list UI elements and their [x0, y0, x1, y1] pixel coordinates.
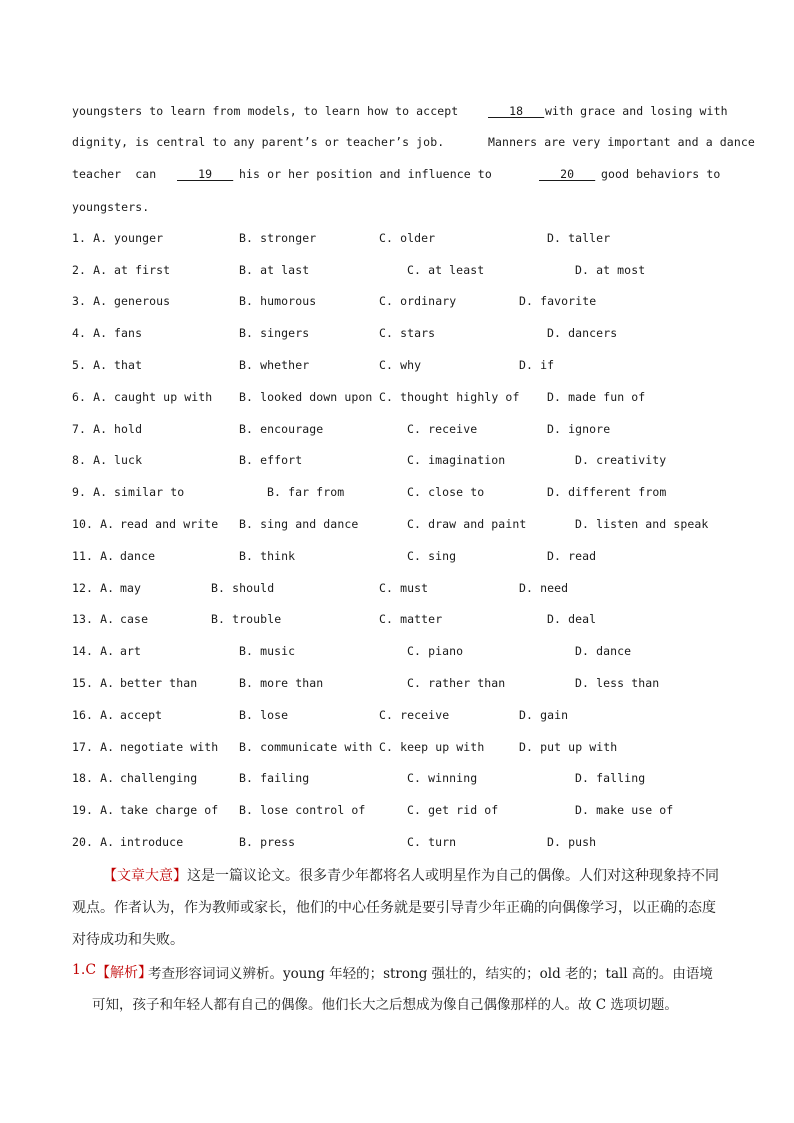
option-c: C. winning [407, 771, 478, 785]
option-a: may [120, 581, 142, 595]
option-d: D. favorite [519, 294, 597, 308]
option-c: C. close to [407, 485, 485, 499]
question-row [72, 485, 732, 505]
question-row [72, 294, 732, 314]
option-d: D. at most [575, 263, 646, 277]
question-number: 12. A. [72, 581, 115, 595]
option-a: caught up with [114, 390, 213, 404]
option-d: D. need [519, 581, 569, 595]
option-a: case [120, 612, 149, 626]
option-b: B. singers [239, 326, 310, 340]
option-d: D. less than [575, 676, 660, 690]
passage-line-2: dignity, is central to any parent’s or teacher’s job. [72, 135, 445, 149]
option-b: B. music [239, 644, 296, 658]
question-row [72, 517, 732, 537]
option-b: B. looked down upon [239, 390, 373, 404]
question-row [72, 803, 732, 823]
question-row [72, 231, 732, 251]
option-c: C. draw and paint [407, 517, 527, 531]
question-row [72, 644, 732, 664]
option-a: younger [114, 231, 164, 245]
question-row [72, 740, 732, 760]
blank-18: 18 [488, 104, 545, 118]
option-b: B. far from [267, 485, 345, 499]
passage-line-2-end: Manners are very important and a dance [488, 135, 755, 149]
question-number: 3. A. [72, 294, 108, 308]
question-row [72, 390, 732, 410]
option-c: C. receive [379, 708, 450, 722]
question-row [72, 581, 732, 601]
option-c: C. thought highly of [379, 390, 520, 404]
option-d: D. gain [519, 708, 569, 722]
question-number: 8. A. [72, 453, 108, 467]
question-row [72, 326, 732, 346]
option-a: take charge of [120, 803, 219, 817]
question-number: 16. A. [72, 708, 115, 722]
option-d: D. deal [547, 612, 597, 626]
question-row [72, 612, 732, 632]
option-b: B. lose control of [239, 803, 366, 817]
option-c: C. sing [407, 549, 457, 563]
question-number: 7. A. [72, 422, 108, 436]
option-d: D. different from [547, 485, 667, 499]
option-c: C. imagination [407, 453, 506, 467]
option-b: B. whether [239, 358, 310, 372]
question-row [72, 676, 732, 696]
option-c: C. get rid of [407, 803, 499, 817]
question-number: 15. A. [72, 676, 115, 690]
option-b: B. press [239, 835, 296, 849]
option-a: read and write [120, 517, 219, 531]
option-a: luck [114, 453, 143, 467]
option-b: B. think [239, 549, 296, 563]
question-number: 14. A. [72, 644, 115, 658]
passage-line-1-end: with grace and losing with [545, 104, 728, 118]
option-b: B. failing [239, 771, 310, 785]
option-a: dance [120, 549, 156, 563]
option-c: C. keep up with [379, 740, 485, 754]
option-a: that [114, 358, 143, 372]
blank-20: 20 [539, 167, 596, 181]
option-d: D. push [547, 835, 597, 849]
blank-19: 19 [177, 167, 234, 181]
option-b: B. sing and dance [239, 517, 359, 531]
option-a: hold [114, 422, 143, 436]
option-a: art [120, 644, 142, 658]
option-c: C. must [379, 581, 429, 595]
question-number: 9. A. [72, 485, 108, 499]
passage-line-1: youngsters to learn from models, to learn how to accept [72, 104, 459, 118]
option-b: B. at last [239, 263, 310, 277]
option-b: B. lose [239, 708, 289, 722]
option-c: C. at least [407, 263, 485, 277]
option-d: D. make use of [575, 803, 674, 817]
option-b: B. trouble [211, 612, 282, 626]
option-c: C. matter [379, 612, 443, 626]
question-number: 20. A. [72, 835, 115, 849]
passage-line-3-end: good behaviors to [601, 167, 721, 181]
question-row [72, 358, 732, 378]
option-d: D. falling [575, 771, 646, 785]
option-c: C. stars [379, 326, 436, 340]
question-number: 4. A. [72, 326, 108, 340]
option-a: accept [120, 708, 163, 722]
question-number: 13. A. [72, 612, 115, 626]
summary-line-1: 这是一篇议论文。很多青少年都将名人或明星作为自己的偶像。人们对这种现象持不同 [187, 868, 719, 884]
option-b: B. stronger [239, 231, 317, 245]
option-a: challenging [120, 771, 198, 785]
option-b: B. humorous [239, 294, 317, 308]
analysis-line-2: 可知，孩子和年轻人都有自己的偶像。他们长大之后想成为像自己偶像那样的人。故 C 选项切题。 [92, 997, 678, 1013]
question-row [72, 549, 732, 569]
option-c: C. piano [407, 644, 464, 658]
option-b: B. should [211, 581, 275, 595]
analysis-line-1: 考查形容词词义辨析。young 年轻的；strong 强壮的，结实的；old 老的；tall 高的。由语境 [148, 966, 713, 982]
passage-line-3-mid: his or her position and influence to [239, 167, 492, 181]
option-c: C. turn [407, 835, 457, 849]
option-d: D. if [519, 358, 555, 372]
passage-line-4: youngsters. [72, 200, 150, 214]
question-row [72, 263, 732, 283]
question-number: 2. A. [72, 263, 108, 277]
question-row [72, 453, 732, 473]
question-row [72, 771, 732, 791]
option-d: D. listen and speak [575, 517, 709, 531]
option-c: C. ordinary [379, 294, 457, 308]
option-d: D. creativity [575, 453, 667, 467]
option-d: D. made fun of [547, 390, 646, 404]
question-number: 5. A. [72, 358, 108, 372]
summary-tag: 【文章大意】 [103, 868, 187, 884]
question-row [72, 422, 732, 442]
option-d: D. read [547, 549, 597, 563]
option-a: fans [114, 326, 143, 340]
summary-line-3: 对待成功和失败。 [72, 932, 184, 948]
option-a: generous [114, 294, 171, 308]
option-d: D. dance [575, 644, 632, 658]
option-a: similar to [114, 485, 185, 499]
option-a: negotiate with [120, 740, 219, 754]
question-number: 19. A. [72, 803, 115, 817]
question-number: 17. A. [72, 740, 115, 754]
question-number: 6. A. [72, 390, 108, 404]
option-b: B. effort [239, 453, 303, 467]
summary-line-2: 观点。作者认为，作为教师或家长，他们的中心任务就是要引导青少年正确的向偶像学习，以正确的态度 [72, 900, 716, 916]
question-number: 10. A. [72, 517, 115, 531]
option-c: C. rather than [407, 676, 506, 690]
option-a: at first [114, 263, 171, 277]
question-number: 1. A. [72, 231, 108, 245]
option-a: introduce [120, 835, 184, 849]
option-d: D. dancers [547, 326, 618, 340]
question-number: 11. A. [72, 549, 115, 563]
option-c: C. receive [407, 422, 478, 436]
answer-label: 1.C [72, 962, 97, 978]
question-row [72, 708, 732, 728]
option-b: B. encourage [239, 422, 324, 436]
option-d: D. put up with [519, 740, 618, 754]
question-number: 18. A. [72, 771, 115, 785]
option-d: D. taller [547, 231, 611, 245]
option-b: B. more than [239, 676, 324, 690]
question-row [72, 835, 732, 855]
option-b: B. communicate with [239, 740, 373, 754]
option-a: better than [120, 676, 198, 690]
passage-line-3: teacher can [72, 167, 157, 181]
option-c: C. why [379, 358, 422, 372]
analysis-tag: 【解析】 [96, 965, 152, 981]
option-c: C. older [379, 231, 436, 245]
option-d: D. ignore [547, 422, 611, 436]
